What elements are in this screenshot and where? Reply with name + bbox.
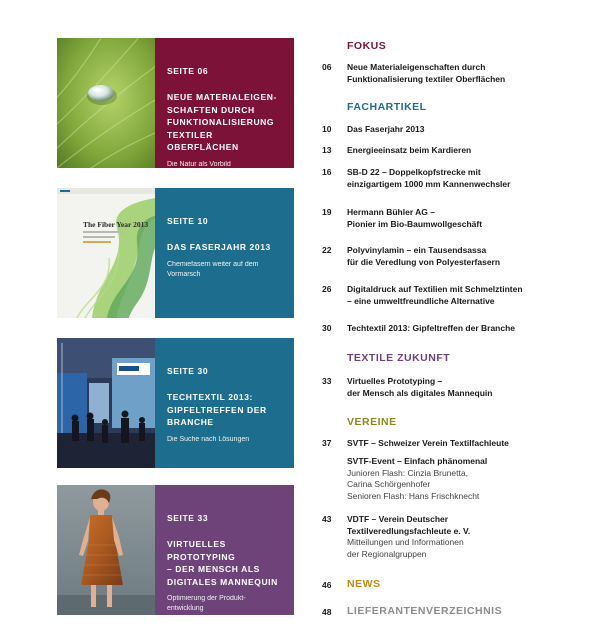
toc-title: Neue Materialeigenschaften durch Funktionalisierung textiler Oberflächen [347, 62, 506, 84]
toc-title: Virtuelles Prototyping – der Mensch als digitales Mannequin [347, 376, 493, 398]
feature-card-prototyping[interactable] [57, 485, 294, 615]
section-heading-fachartikel: FACHARTIKEL [347, 101, 427, 113]
toc-page-number: 16 [322, 167, 332, 177]
toc-page-number: 22 [322, 245, 332, 255]
toc-page-number: 46 [322, 580, 332, 590]
cover-lines [83, 231, 123, 243]
card-page-number: SEITE 10 [167, 216, 209, 226]
toc-title: SB-D 22 – Doppelkopfstrecke mit einzigartigem 1000 mm Kannenwechsler [347, 167, 511, 189]
section-heading-fokus: FOKUS [347, 40, 387, 52]
feature-card-fokus[interactable] [57, 38, 294, 168]
toc-page-number: 33 [322, 376, 332, 386]
feature-card-panel [155, 38, 294, 168]
card-subtitle: Die Suche nach Lösungen [167, 435, 250, 443]
feature-card-techtextil[interactable] [57, 338, 294, 468]
toc-page-number: 19 [322, 207, 332, 217]
card-title: DAS FASERJAHR 2013 [167, 242, 271, 252]
feature-card-panel [155, 338, 294, 468]
toc-title: Techtextil 2013: Gipfeltreffen der Branche [347, 323, 516, 333]
toc-subtitle: Junioren Flash: Cinzia Brunetta, Carina Schörgenhofer Senioren Flash: Hans Frischknecht [347, 467, 480, 501]
toc-page-number: 13 [322, 145, 332, 155]
feature-card-panel [155, 188, 294, 318]
toc-title: SVTF-Event – Einfach phänomenal [347, 456, 488, 466]
card-title: VIRTUELLES PROTOTYPING – DER MENSCH ALS DIGITALES MANNEQUIN [167, 539, 278, 587]
toc-subtitle: Mitteilungen und Informationen der Regionalgruppen [347, 537, 464, 559]
digital-mannequin-image [57, 485, 155, 615]
toc-title: Polyvinylamin – ein Tausendsassa für die Veredlung von Polyesterfasern [347, 245, 501, 267]
card-title: TECHTEXTIL 2013: GIPFELTREFFEN DER BRANCHE [167, 392, 267, 427]
toc-page-number: 43 [322, 514, 332, 524]
toc-title: Das Faserjahr 2013 [347, 124, 425, 134]
toc-page-number: 10 [322, 124, 332, 134]
card-subtitle: Optimierung der Produkt- entwicklung [167, 595, 246, 612]
card-page-number: SEITE 33 [167, 513, 209, 523]
toc-page-number: 37 [322, 438, 332, 448]
toc-page-number: 06 [322, 62, 332, 72]
section-heading-textile-zukunft: TEXTILE ZUKUNFT [347, 352, 451, 364]
section-heading-lieferantenverzeichnis: LIEFERANTENVERZEICHNIS [347, 605, 503, 617]
card-title: NEUE MATERIALEIGEN- SCHAFTEN DURCH FUNKTIONALISIERUNG TEXTILER OBERFLÄCHEN [167, 92, 277, 152]
toc-title: Digitaldruck auf Textilien mit Schmelztinten – eine umweltfreundliche Alternative [347, 284, 523, 306]
card-subtitle: Die Natur als Vorbild [167, 160, 231, 168]
trade-fair-image [57, 338, 155, 468]
toc-title: VDTF – Verein Deutscher Textilveredlungsfachleute e. V. [347, 514, 471, 536]
leaf-water-drop-image [57, 38, 155, 168]
section-heading-news: NEWS [347, 578, 381, 590]
cover-title: The Fiber Year 2013 [83, 220, 149, 229]
toc-title: Hermann Bühler AG – Pionier im Bio-Baumwollgeschäft [347, 207, 483, 229]
toc-title: Energieeinsatz beim Kardieren [347, 145, 472, 155]
feature-card-faserjahr[interactable] [57, 188, 294, 318]
toc-title: SVTF – Schweizer Verein Textilfachleute [347, 438, 509, 448]
toc-page-number: 30 [322, 323, 332, 333]
toc-page-number: 48 [322, 607, 332, 617]
card-page-number: SEITE 06 [167, 66, 209, 76]
section-heading-vereine: VEREINE [347, 416, 397, 428]
fiber-year-cover-image [57, 188, 155, 318]
feature-card-panel [155, 485, 294, 615]
toc-page-number: 26 [322, 284, 332, 294]
card-subtitle: Chemiefasern weiter auf dem Vormarsch [167, 260, 259, 278]
card-page-number: SEITE 30 [167, 366, 209, 376]
